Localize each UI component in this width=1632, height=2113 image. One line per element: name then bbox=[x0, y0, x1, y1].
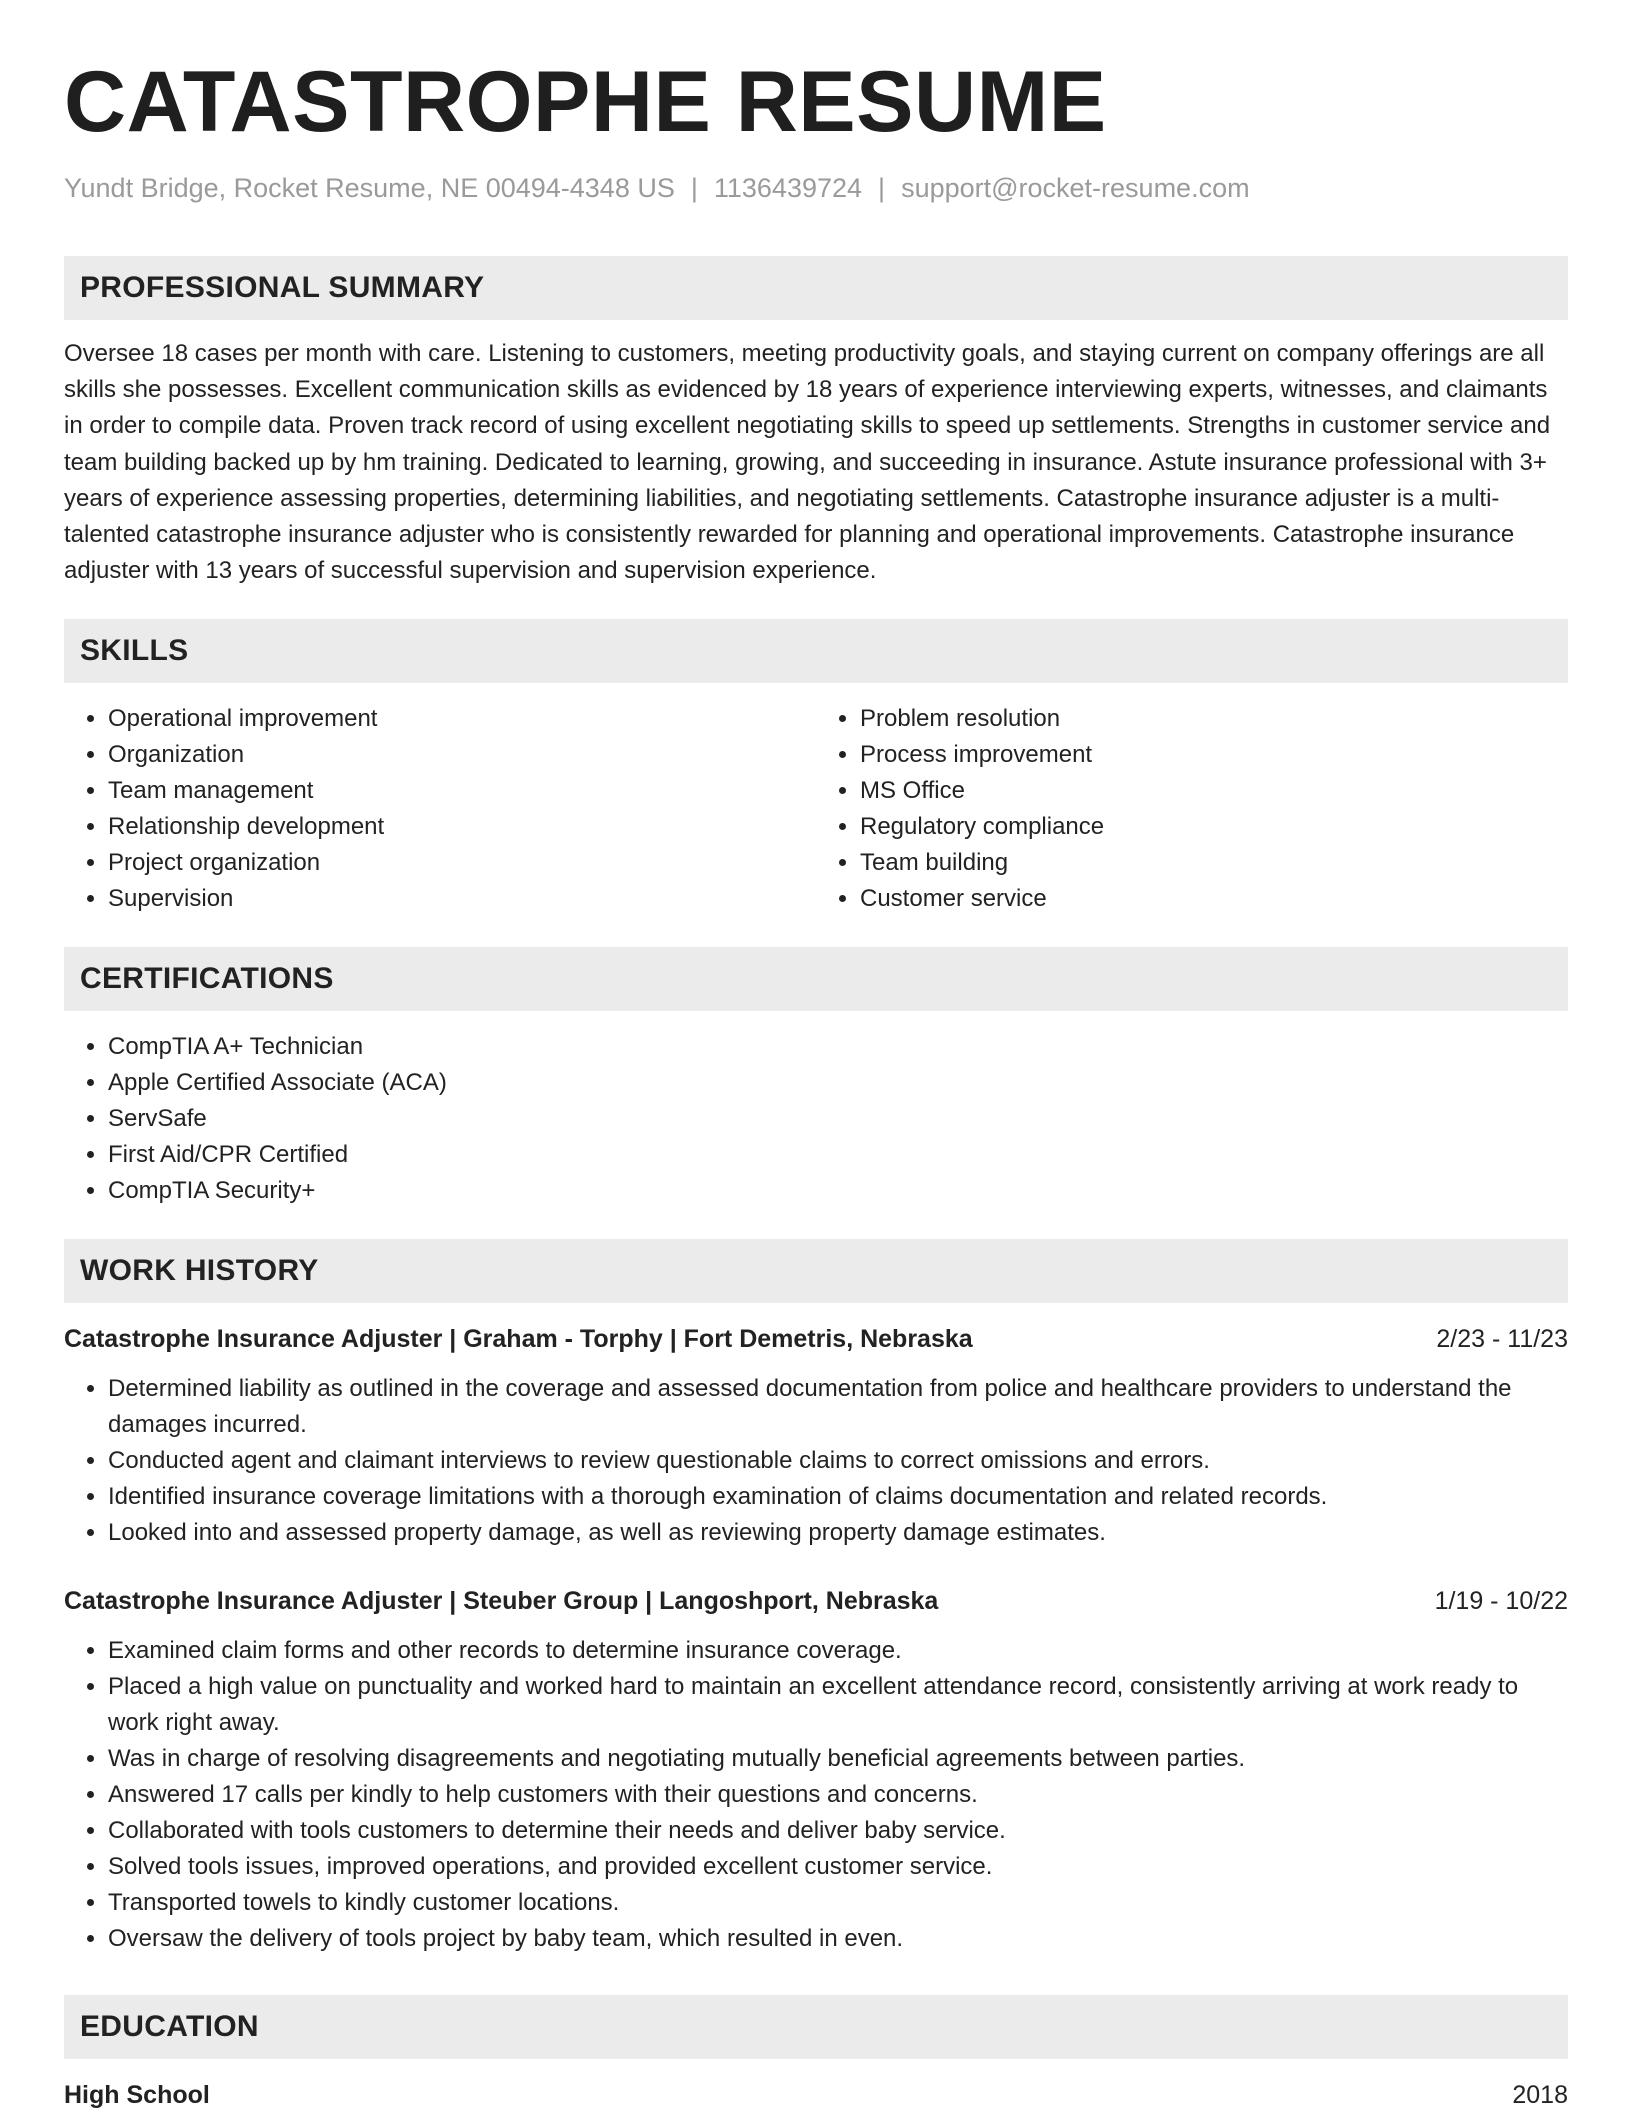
skill-item: • Customer service bbox=[860, 881, 1568, 917]
job-duties-list bbox=[64, 1633, 1568, 1957]
certification-item: • CompTIA Security+ bbox=[108, 1173, 1568, 1209]
certification-item: • CompTIA A+ Technician bbox=[108, 1029, 1568, 1065]
job-dates: 2/23 - 11/23 bbox=[1436, 1325, 1568, 1354]
skill-item: • Process improvement bbox=[860, 737, 1568, 773]
section-heading-skills: SKILLS bbox=[64, 619, 1568, 683]
education-year: 2018 bbox=[1512, 2081, 1568, 2110]
skills-right-list bbox=[816, 701, 1568, 917]
job-duty-item: • Identified insurance coverage limitations with a thorough examination of claims documentation and related records. bbox=[108, 1479, 1568, 1515]
education-entry bbox=[64, 2077, 1568, 2113]
skill-item: • Supervision bbox=[108, 881, 816, 917]
job-duties-list bbox=[64, 1371, 1568, 1551]
certifications-list bbox=[64, 1029, 1568, 1209]
contact-line bbox=[64, 170, 1568, 206]
certification-item: • First Aid/CPR Certified bbox=[108, 1137, 1568, 1173]
job-duty-item: • Placed a high value on punctuality and worked hard to maintain an excellent attendance record, consistently arriving at work ready to work right away. bbox=[108, 1669, 1568, 1741]
certification-item: • Apple Certified Associate (ACA) bbox=[108, 1065, 1568, 1101]
skill-item: • Operational improvement bbox=[108, 701, 816, 737]
section-heading-certifications: CERTIFICATIONS bbox=[64, 947, 1568, 1011]
job-duty-item: • Was in charge of resolving disagreements and negotiating mutually beneficial agreements between parties. bbox=[108, 1741, 1568, 1777]
contact-email: support@rocket-resume.com bbox=[901, 173, 1250, 203]
job-duty-item: • Solved tools issues, improved operations, and provided excellent customer service. bbox=[108, 1849, 1568, 1885]
skill-item: • Organization bbox=[108, 737, 816, 773]
resume-name: CATASTROPHE RESUME bbox=[64, 54, 1107, 150]
job-duty-item: • Collaborated with tools customers to determine their needs and deliver baby service. bbox=[108, 1813, 1568, 1849]
job-duty-item: • Determined liability as outlined in the coverage and assessed documentation from police and healthcare providers to understand the damages incurred. bbox=[108, 1371, 1568, 1443]
contact-address: Yundt Bridge, Rocket Resume, NE 00494-4348 US bbox=[64, 173, 675, 203]
job-title: Catastrophe Insurance Adjuster | Steuber Group | Langoshport, Nebraska bbox=[64, 1587, 939, 1616]
education-school: High School bbox=[64, 2081, 210, 2110]
certification-item: • ServSafe bbox=[108, 1101, 1568, 1137]
job-duty-item: • Oversaw the delivery of tools project by baby team, which resulted in even. bbox=[108, 1921, 1568, 1957]
skill-item: • MS Office bbox=[860, 773, 1568, 809]
job-header bbox=[64, 1321, 1568, 1357]
skills-columns bbox=[64, 701, 1568, 917]
section-heading-summary: PROFESSIONAL SUMMARY bbox=[64, 256, 1568, 320]
contact-separator: | bbox=[878, 173, 886, 203]
job-duty-item: • Looked into and assessed property damage, as well as reviewing property damage estimates. bbox=[108, 1515, 1568, 1551]
skill-item: • Team building bbox=[860, 845, 1568, 881]
job-duty-item: • Transported towels to kindly customer locations. bbox=[108, 1885, 1568, 1921]
section-heading-work-history: WORK HISTORY bbox=[64, 1239, 1568, 1303]
skill-item: • Team management bbox=[108, 773, 816, 809]
skills-left-list bbox=[64, 701, 816, 917]
job-duty-item: • Answered 17 calls per kindly to help customers with their questions and concerns. bbox=[108, 1777, 1568, 1813]
job-header bbox=[64, 1583, 1568, 1619]
section-heading-education: EDUCATION bbox=[64, 1995, 1568, 2059]
contact-phone: 1136439724 bbox=[713, 173, 863, 203]
skill-item: • Project organization bbox=[108, 845, 816, 881]
skill-item: • Regulatory compliance bbox=[860, 809, 1568, 845]
contact-separator: | bbox=[690, 173, 698, 203]
job-duty-item: • Conducted agent and claimant interviews to review questionable claims to correct omissions and errors. bbox=[108, 1443, 1568, 1479]
skill-item: • Problem resolution bbox=[860, 701, 1568, 737]
skill-item: • Relationship development bbox=[108, 809, 816, 845]
job-title: Catastrophe Insurance Adjuster | Graham - Torphy | Fort Demetris, Nebraska bbox=[64, 1325, 973, 1354]
job-dates: 1/19 - 10/22 bbox=[1434, 1587, 1568, 1616]
summary-text: Oversee 18 cases per month with care. Listening to customers, meeting productivity goals, and staying current on company offerings are all skills she possesses. Excellent communication skills as evidenced by 18 years of experience interviewing experts, witnesses, and claimants in order to compile data. Proven track record of using excellent negotiating skills to speed up settlements. Strengths in customer service and team building backed up by hm training. Dedicated to learning, growing, and succeeding in insurance. Astute insurance professional with 3+ years of experience assessing properties, determining liabilities, and negotiating settlements. Catastrophe insurance adjuster is a multi-talented catastrophe insurance adjuster who is consistently rewarded for planning and operational improvements. Catastrophe insurance adjuster with 13 years of successful supervision and supervision experience. bbox=[64, 340, 1551, 585]
job-duty-item: • Examined claim forms and other records to determine insurance coverage. bbox=[108, 1633, 1568, 1669]
